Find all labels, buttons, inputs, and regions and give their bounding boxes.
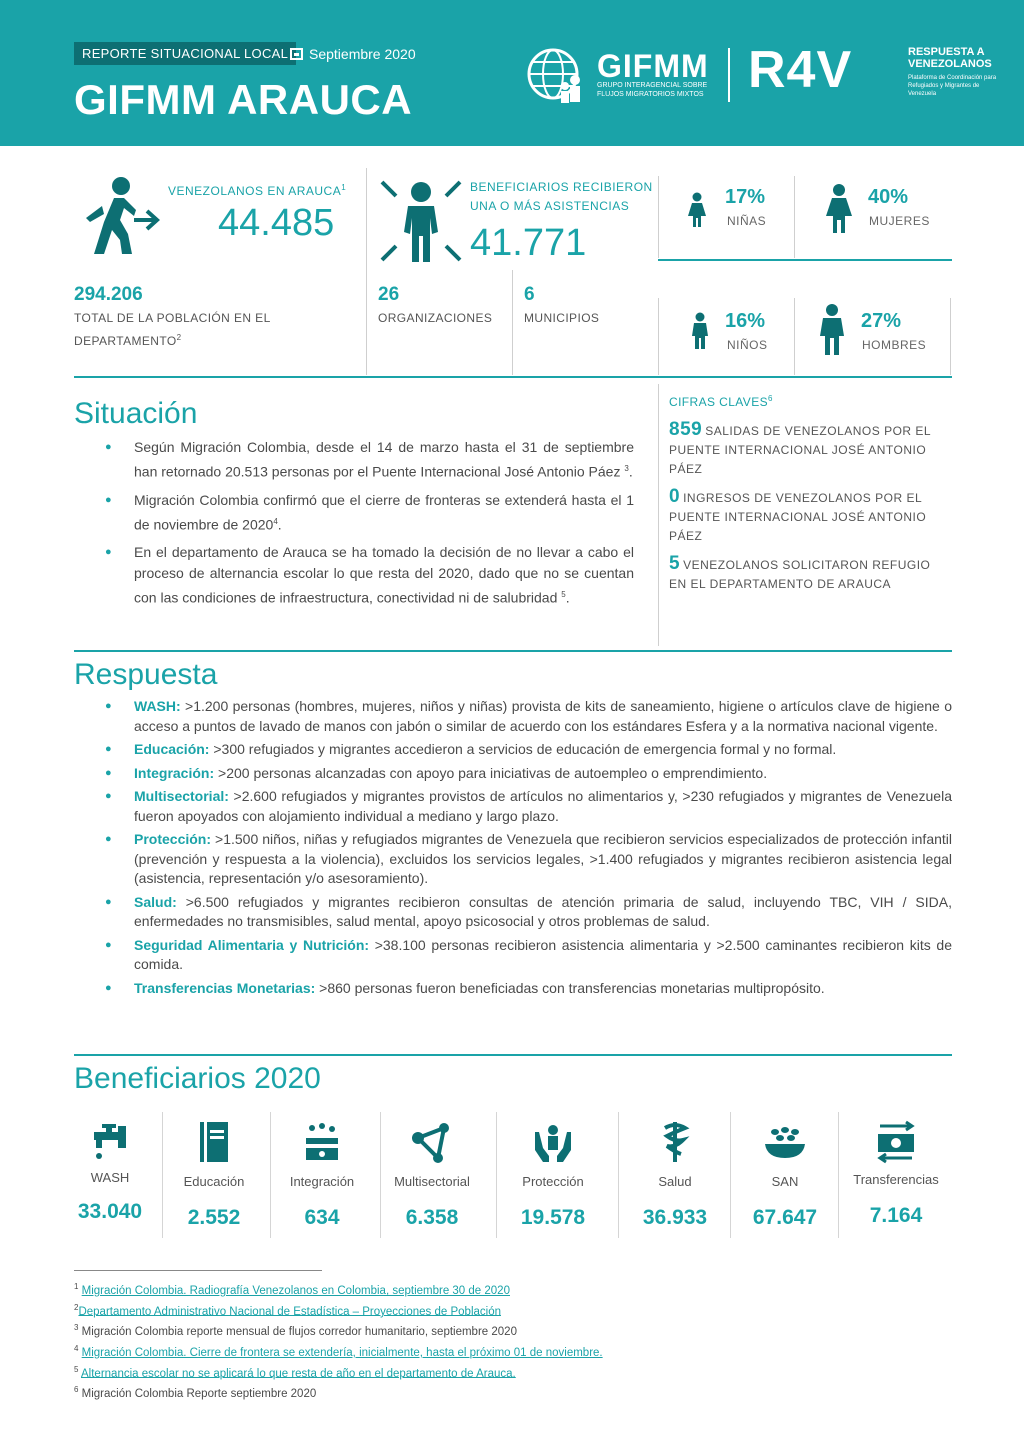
footnote[interactable]: $^5$ Alternancia escolar no se aplicará lo que resta de año en el departamento de Arauca. <box>74 1364 516 1380</box>
beneficiario-san <box>731 1112 839 1240</box>
footnote: $^6$ Migración Colombia Reporte septiembre 2020 <box>74 1385 317 1400</box>
r4v-wordmark: R4V <box>748 41 853 99</box>
gifmm-subtitle: GRUPO INTERAGENCIAL SOBRE FLUJOS MIGRATORIOS MIXTOS <box>597 82 708 98</box>
beneficiarios-value: 41.771 <box>470 222 587 264</box>
venezolanos-value: 44.485 <box>218 202 335 244</box>
walking-person-arrow-icon <box>74 176 162 256</box>
r4v-title: RESPUESTA A VENEZOLANOS <box>908 46 992 70</box>
beneficiario-value: 19.578 <box>520 1206 586 1229</box>
boy-icon <box>690 312 710 350</box>
globe-people-icon <box>525 46 589 104</box>
divider <box>794 298 795 375</box>
list-item: ● Seguridad Alimentaria y Nutrición: >38.100 personas recibieron asistencia alimentaria y >2.500 caminantes recibieron kits de comida. <box>74 936 952 975</box>
list-item: ● Migración Colombia confirmó que el cierre de fronteras se extenderá hasta el 1 de noviembre de 2020$^4$. <box>74 490 634 536</box>
beneficiario-label: Educación <box>183 1174 245 1189</box>
list-item: ● Según Migración Colombia, desde el 14 de marzo hasta el 31 de septiembre han retornado 20.513 personas por el Puente Internacional José Antonio Páez $^3$. <box>74 437 634 483</box>
beneficiario-label: Multisectorial <box>394 1174 470 1189</box>
list-item: ● Multisectorial: >2.600 refugiados y migrantes provistos de artículos no alimentarios y, >230 refugiados y migrantes de Venezuela fueron apoyados con alojamiento individual a mediano y largo plazo. <box>74 787 952 826</box>
hands-person-icon <box>531 1120 575 1164</box>
respuesta-title: Respuesta <box>74 658 218 691</box>
municipios-value: 6 <box>524 284 535 305</box>
report-date <box>290 46 416 62</box>
beneficiario-educacion <box>160 1112 268 1240</box>
book-icon <box>192 1120 236 1164</box>
situacion-list <box>74 437 634 616</box>
beneficiario-value: 2.552 <box>187 1206 241 1229</box>
divider <box>658 176 659 258</box>
organizaciones-label: ORGANIZACIONES <box>378 311 493 325</box>
divider <box>658 259 952 261</box>
header-banner <box>0 0 1024 146</box>
beneficiario-value: 67.647 <box>752 1206 818 1229</box>
beneficiario-multisectorial <box>378 1112 486 1240</box>
divider <box>366 168 367 375</box>
divider <box>512 270 513 375</box>
divider <box>658 384 659 646</box>
beneficiario-label: Integración <box>289 1174 355 1189</box>
respuesta-list <box>74 697 952 1002</box>
gifmm-logo <box>525 46 712 104</box>
money-transfer-icon <box>874 1120 918 1164</box>
list-item: ● WASH: >1.200 personas (hombres, mujeres, niños y niñas) provista de kits de saneamiento, higiene o artículos clave de higiene o acceso a puntos de lavado de manos con jabón o similar de acuerdo con los estándares Esfera y a la normativa nacional vigente. <box>74 697 952 736</box>
tap-icon <box>88 1120 132 1164</box>
footnote-rule <box>74 1270 322 1271</box>
list-item: ● Protección: >1.500 niños, niñas y refugiados migrantes de Venezuela que recibieron servicios especializados de protección infantil (prevención y respuesta a la violencia), excluidos los servicios legales, >1.400 refugiados y migrantes recibieron asistencia legal (asistencia, representación y/o asesoramiento). <box>74 830 952 889</box>
beneficiario-salud <box>621 1112 729 1240</box>
list-item: ● Educación: >300 refugiados y migrantes accedieron a servicios de educación de emergencia formal y no formal. <box>74 740 952 760</box>
situacion-title: Situación <box>74 397 198 430</box>
list-item: ● Transferencias Monetarias: >860 personas fueron beneficiadas con transferencias monetarias multipropósito. <box>74 979 952 999</box>
ninos-label: NIÑOS <box>727 338 768 352</box>
mujeres-pct: 40% <box>868 186 909 208</box>
ninas-pct: 17% <box>725 186 766 208</box>
footnote[interactable]: $^1$ Migración Colombia. Radiografía Venezolanos en Colombia, septiembre 30 de 2020 <box>74 1282 510 1297</box>
beneficiario-value: 6.358 <box>405 1206 459 1229</box>
man-icon <box>818 304 846 356</box>
poblacion-value: 294.206 <box>74 284 143 305</box>
cifra-item: 859 SALIDAS DE VENEZOLANOS POR EL PUENTE INTERNACIONAL JOSÉ ANTONIO PÁEZ <box>669 419 931 476</box>
divider <box>794 176 795 258</box>
poblacion-label: TOTAL DE LA POBLACIÓN EN EL DEPARTAMENTO$^2$ <box>74 311 271 348</box>
list-item: ● Integración: >200 personas alcanzadas con apoyo para iniciativas de autoempleo o emprendimiento. <box>74 764 952 784</box>
cifra-item: 5 VENEZOLANOS SOLICITARON REFUGIO EN EL DEPARTAMENTO DE ARAUCA <box>669 553 931 591</box>
divider <box>838 1112 839 1238</box>
ninos-pct: 16% <box>725 310 766 332</box>
list-item: ● En el departamento de Arauca se ha tomado la decisión de no llevar a cabo el proceso de alternancia escolar lo que resta del 2020, dado que no se cuentan con las condiciones de infraestructura, conectividad ni de salubridad $^5$. <box>74 542 634 609</box>
section-divider <box>74 1054 952 1056</box>
beneficiario-label: WASH <box>90 1170 130 1185</box>
calendar-icon <box>290 48 303 60</box>
beneficiario-integracion <box>268 1112 376 1240</box>
footnotes <box>74 1279 694 1403</box>
organizaciones-value: 26 <box>378 284 400 305</box>
cifras-claves-title: CIFRAS CLAVES$^6$ <box>669 394 773 409</box>
hombres-pct: 27% <box>861 310 902 332</box>
beneficiario-proteccion <box>499 1112 607 1240</box>
beneficiario-label: Protección <box>522 1174 584 1189</box>
report-date-text: Septiembre 2020 <box>309 46 416 62</box>
beneficiario-transferencias <box>842 1112 950 1240</box>
report-type-tag: REPORTE SITUACIONAL LOCAL <box>74 42 296 65</box>
mujeres-label: MUJERES <box>869 214 930 228</box>
beneficiarios-label: BENEFICIARIOS RECIBIERON UNA O MÁS ASISTENCIAS <box>470 180 653 213</box>
cash-icon <box>300 1120 344 1164</box>
list-item: ● Salud: >6.500 refugiados y migrantes recibieron consultas de atención primaria de salud, incluyendo TBC, VIH / SIDA, enfermedades no transmisibles, salud mental, apoyo psicosocial y otros problemas de salud. <box>74 893 952 932</box>
page-title: GIFMM ARAUCA <box>74 76 413 123</box>
section-divider <box>74 650 952 652</box>
venezolanos-label: VENEZOLANOS EN ARAUCA$^1$ <box>168 183 347 198</box>
person-assistance-icon <box>378 178 464 264</box>
footnote: $^3$ Migración Colombia reporte mensual de flujos corredor humanitario, septiembre 2020 <box>74 1323 517 1339</box>
beneficiario-wash <box>56 1112 164 1240</box>
section-divider <box>74 376 952 378</box>
cifra-item: 0 INGRESOS DE VENEZOLANOS POR EL PUENTE INTERNACIONAL JOSÉ ANTONIO PÁEZ <box>669 486 927 543</box>
beneficiario-value: 33.040 <box>77 1200 143 1223</box>
divider <box>496 1112 497 1238</box>
girl-icon <box>686 192 708 228</box>
footnote[interactable]: $^4$ Migración Colombia. Cierre de frontera se extendería, inicialmente, hasta el próximo 01 de noviembre. <box>74 1343 603 1359</box>
beneficiario-value: 7.164 <box>869 1204 923 1227</box>
woman-icon <box>824 184 854 234</box>
beneficiario-label: Transferencias <box>853 1172 939 1187</box>
divider <box>950 298 951 375</box>
beneficiario-label: Salud <box>658 1174 692 1189</box>
hombres-label: HOMBRES <box>862 338 927 352</box>
caduceus-icon <box>653 1120 697 1164</box>
logo-divider <box>728 48 730 102</box>
divider <box>618 1112 619 1238</box>
beneficiario-label: SAN <box>771 1174 799 1189</box>
divider <box>658 298 659 375</box>
r4v-subtitle: Plataforma de Coordinación para Refugiados y Migrantes de Venezuela <box>908 75 997 97</box>
ninas-label: NIÑAS <box>727 214 767 228</box>
gifmm-wordmark: GIFMM <box>597 48 709 84</box>
beneficiario-value: 634 <box>304 1206 340 1229</box>
footnote[interactable]: $^2$Departamento Administrativo Nacional de Estadística – Proyecciones de Población <box>74 1302 501 1318</box>
municipios-label: MUNICIPIOS <box>524 311 600 325</box>
beneficiario-value: 36.933 <box>642 1206 708 1229</box>
network-icon <box>410 1120 454 1164</box>
food-bowl-icon <box>763 1120 807 1164</box>
beneficiarios-title: Beneficiarios 2020 <box>74 1062 321 1095</box>
